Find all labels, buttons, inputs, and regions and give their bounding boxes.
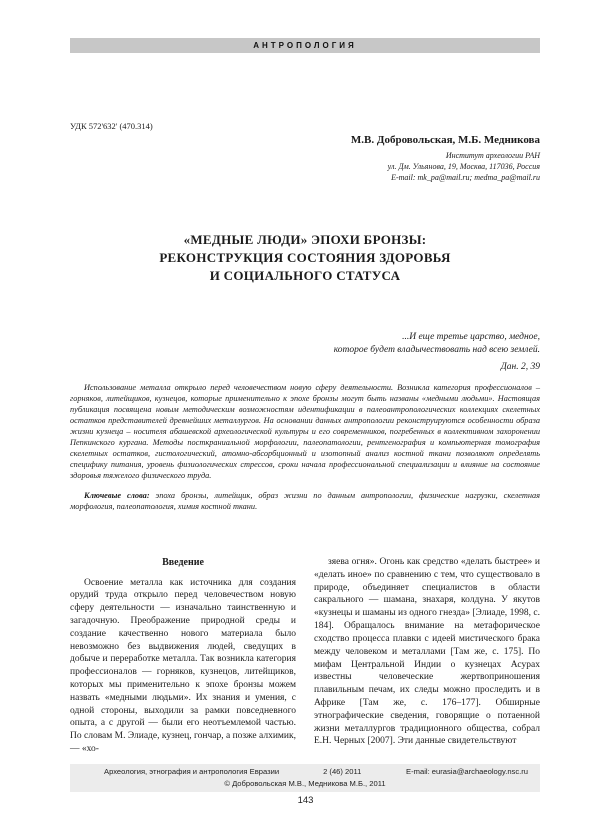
section-heading: Введение [162, 557, 204, 568]
affiliation [70, 150, 540, 184]
epigraph-line: которое будет владычествовать над всею землей. [333, 345, 540, 356]
keywords-text: эпоха бронзы, литейщик, образ жизни по данным антропологии, физические нагрузки, скелетная морфология, палеопатология, химия костной ткани. [70, 491, 540, 512]
article-title-line: И СОЦИАЛЬНОГО СТАТУСА [209, 268, 401, 284]
keywords [70, 491, 540, 513]
abstract-block [70, 383, 540, 513]
page-number: 143 [297, 795, 314, 806]
authors: М.В. Добровольская, М.Б. Медникова [350, 134, 540, 146]
epigraph-line: ...И еще третье царство, медное, [402, 332, 540, 342]
keywords-label: Ключевые слова: [84, 491, 150, 501]
footer-journal-title: Археология, этнография и антропология Евразии [104, 767, 280, 776]
body-columns [70, 556, 540, 756]
footer-copyright: © Добровольская М.В., Медникова М.Б., 2011 [224, 779, 386, 788]
affiliation-institute: Институт археологии РАН [445, 151, 540, 160]
footer-email: E-mail: eurasia@archaeology.nsc.ru [406, 767, 528, 776]
footer-line-journal [78, 767, 532, 776]
abstract-text: Использование металла открыло перед человечеством новую сферу деятельности. Возникла категория профессионалов – горняков, литейщиков, кузнецов, которые применительно к эпохе бронзы могут быть названы «медными людьми». Настоящая публикация посвящена новым методическим возможностям идентификации в палеоантропологических коллекциях скелетных остатков представителей древнейших металлургов. На основании данных антропологии реконструируются особенности образа жизни кузнеца – носителя абашевской археологической культуры и его современников, погребенных в коллективном захоронении Пепкинского кургана. Методы посткраниальной морфологии, палеопатологии, рентгенография и компьютерная томография скелетных остатков, гистологический, атомно-абсорбционный и изотопный анализ костной ткани позволяют определять специфику питания, уровень физиологических стрессов, сроки начала профессиональной специализации и влияние на состояние здоровья тяжелого физического труда. [70, 383, 540, 480]
epigraph [70, 331, 540, 374]
epigraph-source: Дан. 2, 39 [500, 361, 540, 372]
affiliation-address: ул. Дм. Ульянова, 19, Москва, 117036, Россия [387, 162, 540, 172]
article-title [70, 231, 540, 286]
section-band [70, 38, 540, 53]
udk-code: УДК 572'632' (470.314) [70, 121, 153, 131]
right-column [314, 556, 540, 756]
right-column-text: зяева огня». Огонь как средство «делать быстрее» и «делать иное» по сравнению с тем, что существовало в природе, объединяет специалистов в области сакрального — шамана, знахаря, колдуна. У якутов «кузнецы и шаманы из одного гнезда» [Элиаде, 1998, с. 184]. Обращалось внимание на метафорическое сходство процесса плавки с идеей мистического брака между человеком и металлами [Там же, с. 175]. По мифам Центральной Индии о кузнецах Асурах известны человеческие жертвоприношения плавильным печам, их следы можно проследить и в Африке [Там же, с. 176–177]. Обширные этнографические сведения, говорящие о потаенной жизни металлургов традиционного общества, собрал Е.Н. Черных [2007]. Эти данные свидетельствуют [314, 557, 540, 747]
footer-issue: 2 (46) 2011 [323, 767, 362, 776]
article-title-line: РЕКОНСТРУКЦИЯ СОСТОЯНИЯ ЗДОРОВЬЯ [159, 250, 451, 266]
section-band-label: АНТРОПОЛОГИЯ [253, 41, 357, 50]
affiliation-email: E-mail: mk_pa@mail.ru; medma_pa@mail.ru [391, 173, 540, 183]
left-column [70, 556, 296, 756]
footer [70, 764, 540, 792]
article-title-line: «МЕДНЫЕ ЛЮДИ» ЭПОХИ БРОНЗЫ: [183, 232, 427, 247]
left-column-text: Освоение металла как источника для создания орудий труда открыло перед человечеством новую сферу деятельности — изначально таинственную и загадочную. Преображение природной среды и создание качественно нового материала было невозможно без выдвижения людей, сведущих в добыче и переработке металла. Так возникла категория профессионалов — горняков, кузнецов, литейщиков, которых мы применительно к эпохе бронзы можем назвать «медными людьми». Их знания и умения, с одной стороны, выходили за рамки повседневного опыта, а с другой — были его неотъемлемой частью. По словам М. Элиаде, кузнец, гончар, а позже алхимик, — «хо- [70, 577, 296, 755]
byline-block [70, 134, 540, 184]
